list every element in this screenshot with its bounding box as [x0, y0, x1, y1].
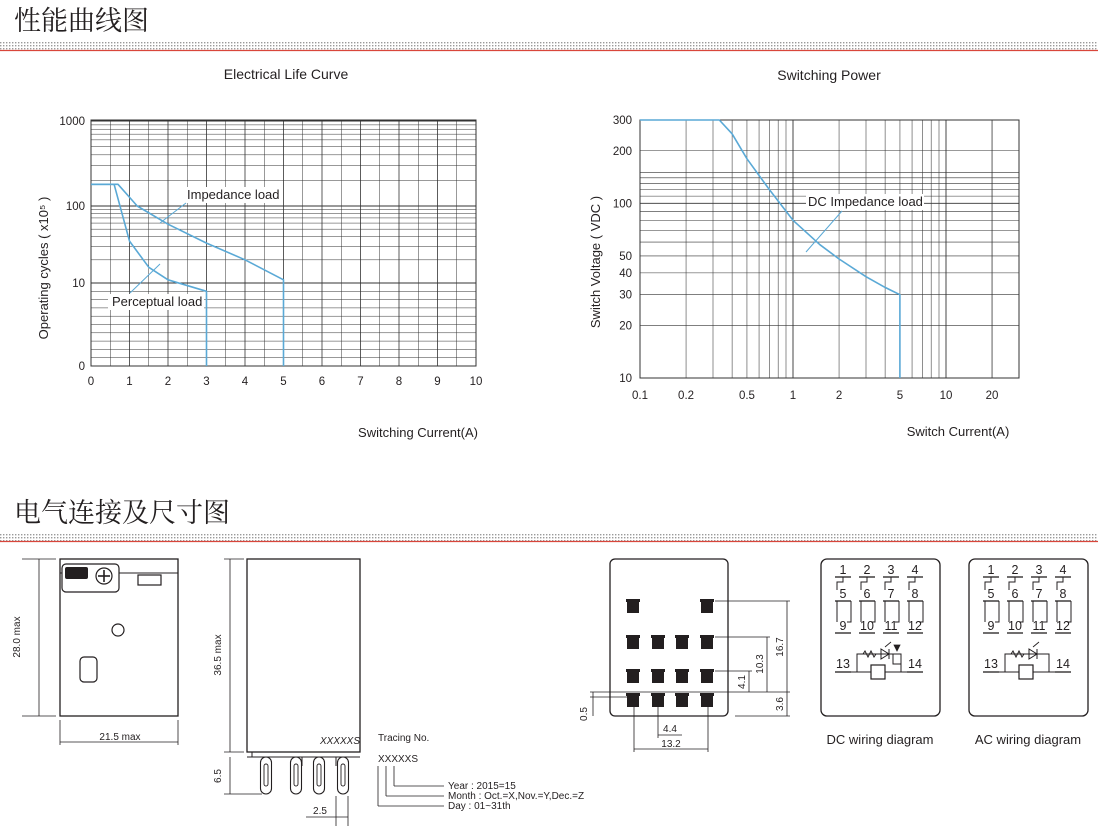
socket-terminal-number: 4 [630, 697, 636, 707]
x-tick-label: 1 [126, 376, 133, 388]
pin-number: 4 [911, 563, 919, 577]
pin-number: 8 [911, 587, 919, 601]
x-tick-label: 1 [789, 390, 797, 402]
chart1-ylabel: Operating cycles ( x10⁵ ) [36, 196, 51, 340]
annotation-dc: DC Impedance load [808, 194, 923, 209]
pin-number: 10 [1008, 619, 1022, 633]
pin-number: 4 [1059, 563, 1067, 577]
x-tick-label: 6 [318, 376, 326, 388]
pin-number: 3 [1035, 563, 1043, 577]
pin-number: 11 [1032, 619, 1046, 633]
y-tick-label: 100 [612, 198, 632, 211]
socket-terminal-cap [675, 693, 689, 696]
x-tick-label: 3 [203, 376, 210, 388]
socket-terminal-number: 2 [704, 697, 710, 707]
socket-terminal-cap [626, 599, 640, 602]
socket-terminal-number: 1 [655, 697, 661, 707]
x-tick-label: 10 [939, 390, 953, 402]
contact-link [995, 601, 999, 622]
relay-side-body [247, 559, 360, 752]
dotted-band [0, 42, 1098, 50]
annotation-impedance: Impedance load [187, 187, 280, 202]
socket-terminal-cap [626, 669, 640, 672]
pin-number: 2 [863, 563, 871, 577]
tracing-day: Day : 01~31th [448, 801, 511, 812]
pin-number: 2 [1011, 563, 1019, 577]
diode-icon [894, 645, 900, 651]
socket-pins [626, 599, 714, 707]
socket-terminal-cap [675, 669, 689, 672]
y-tick-label: 100 [65, 201, 85, 213]
x-tick-label: 4 [241, 376, 249, 388]
y-tick-label: 30 [619, 289, 632, 302]
socket-terminal-number: 3 [655, 673, 661, 683]
socket-terminal-cap [651, 693, 665, 696]
pin-number: 7 [887, 587, 895, 601]
y-tick-label: 1000 [59, 116, 85, 128]
switching-power-chart [588, 67, 1019, 439]
y-tick-label: 10 [619, 373, 632, 385]
x-tick-label: 10 [469, 376, 483, 388]
test-button-icon [65, 567, 88, 579]
dim-height: 28.0 max [12, 616, 23, 658]
x-tick-label: 0.5 [738, 390, 755, 402]
pin-number: 13 [836, 657, 850, 671]
dim-pin-pitch: 2.5 [313, 806, 327, 817]
ac-wiring-caption: AC wiring diagram [974, 732, 1082, 747]
led-light-icon [1033, 642, 1039, 647]
coil-symbol [871, 665, 885, 679]
relay-pin [314, 757, 325, 794]
dim-3-6: 3.6 [775, 697, 786, 711]
relay-pin [261, 757, 272, 794]
chart2-xlabel: Switch Current(A) [906, 424, 1010, 439]
x-tick-label: 2 [164, 376, 172, 388]
socket-terminal-cap [626, 693, 640, 696]
relay-front-view [22, 559, 178, 745]
y-tick-label: 40 [619, 267, 632, 280]
socket-terminal-number: 5 [630, 603, 636, 613]
y-tick-label: 20 [619, 320, 632, 333]
y-tick-label: 0 [78, 361, 85, 373]
dim-depth: 36.5 max [213, 634, 224, 676]
led-light-icon [885, 642, 891, 647]
tracing-year: Year : 2015=15 [448, 781, 516, 792]
socket-terminal-cap [700, 599, 714, 602]
pin-number: 12 [908, 619, 922, 633]
socket-terminal-number: 3 [679, 697, 685, 707]
x-tick-label: 7 [357, 376, 364, 388]
dim-4-1: 4.1 [737, 675, 748, 689]
socket-terminal-number: 4 [704, 639, 710, 649]
pin-number: 6 [1011, 587, 1019, 601]
pin-number: 11 [884, 619, 898, 633]
socket-terminal-number: 8 [704, 603, 710, 613]
socket-terminal-cap [700, 693, 714, 696]
section-title-wiring: 电气连接及尺寸图 [14, 498, 230, 529]
tracing-month: Month : Oct.=X,Nov.=Y,Dec.=Z [448, 791, 585, 802]
chart1-title: Electrical Life Curve [223, 66, 349, 82]
dotted-band [0, 533, 1098, 541]
y-tick-label: 200 [612, 145, 632, 158]
socket-terminal-number: 6 [704, 673, 710, 683]
pin-number: 8 [1059, 587, 1067, 601]
chart2-ticks [613, 115, 999, 402]
led-branch [857, 654, 901, 672]
socket-terminal-cap [700, 635, 714, 638]
y-tick-label: 50 [619, 250, 632, 263]
socket-terminal-number: 6 [630, 639, 636, 649]
socket-terminal-number: 1 [630, 673, 636, 683]
body-code: XXXXXS [320, 736, 361, 747]
ac-wiring-diagram [969, 559, 1088, 716]
dim-4-4: 4.4 [663, 724, 677, 735]
wiring-frame [969, 559, 1088, 716]
dim-16-7: 16.7 [775, 637, 786, 657]
chart2-grid [640, 120, 1019, 378]
electrical-life-chart [36, 66, 482, 440]
led-hole [112, 624, 124, 636]
pin-number: 13 [984, 657, 998, 671]
led-branch [1005, 654, 1049, 672]
dc-wiring-caption: DC wiring diagram [826, 732, 934, 747]
pin-number: 5 [839, 587, 847, 601]
dim-13-2: 13.2 [661, 739, 681, 750]
contact-link [847, 601, 851, 622]
socket-terminal-number: 7 [655, 639, 661, 649]
dim-10-3: 10.3 [755, 654, 766, 674]
pin-number: 10 [860, 619, 874, 633]
dim-0-5: 0.5 [579, 707, 590, 721]
pin-number: 14 [1056, 657, 1070, 671]
annotation-leader [806, 211, 842, 252]
tracing-code: XXXXXS [378, 754, 419, 765]
relay-side-view [224, 559, 444, 826]
chart2-series [640, 120, 900, 378]
chart2-ylabel: Switch Voltage ( VDC ) [588, 195, 603, 329]
pin-number: 9 [839, 619, 847, 633]
x-tick-label: 9 [434, 376, 441, 388]
pin-number: 5 [987, 587, 995, 601]
indicator-window [138, 575, 161, 585]
socket-terminal-cap [675, 635, 689, 638]
relay-pins [261, 757, 349, 794]
y-tick-label: 300 [612, 115, 632, 127]
dim-width: 21.5 max [99, 732, 141, 743]
x-tick-label: 0.1 [632, 390, 648, 402]
plot-frame [640, 120, 1019, 378]
dc-wiring-diagram [821, 559, 940, 716]
socket-terminal-number: 2 [679, 639, 685, 649]
section-title-curves: 性能曲线图 [14, 6, 149, 37]
pin-number: 3 [887, 563, 895, 577]
x-tick-label: 5 [896, 390, 904, 402]
socket-terminal-cap [651, 635, 665, 638]
label-slot [80, 657, 97, 682]
x-tick-label: 5 [280, 376, 287, 388]
dim-pin-length: 6.5 [213, 769, 224, 783]
pin-number: 14 [908, 657, 922, 671]
series-line-dc-impedance-load [640, 120, 900, 378]
relay-pin [291, 757, 302, 794]
pin-number: 1 [987, 563, 995, 577]
tracing-label: Tracing No. [378, 733, 430, 744]
chart1-ticks [59, 116, 482, 388]
chart1-xlabel: Switching Current(A) [358, 425, 478, 440]
pin-number: 6 [863, 587, 871, 601]
x-tick-label: 2 [835, 390, 843, 402]
pin-number: 1 [839, 563, 847, 577]
chart2-title: Switching Power [777, 67, 881, 83]
dc-diode-branch [893, 654, 901, 664]
socket-terminal-number: 2 [679, 673, 685, 683]
pin-number: 12 [1056, 619, 1070, 633]
socket-terminal-cap [651, 669, 665, 672]
annotation-perceptual: Perceptual load [112, 294, 203, 309]
wiring-frame [821, 559, 940, 716]
relay-pin [338, 757, 349, 794]
x-tick-label: 0 [87, 376, 95, 388]
x-tick-label: 8 [395, 376, 403, 388]
pin-number: 9 [987, 619, 995, 633]
y-tick-label: 10 [72, 278, 85, 290]
x-tick-label: 20 [985, 390, 999, 402]
x-tick-label: 0.2 [678, 390, 695, 402]
coil-symbol [1019, 665, 1033, 679]
annotation-leader [130, 264, 160, 293]
pin-number: 7 [1035, 587, 1043, 601]
socket-terminal-cap [626, 635, 640, 638]
socket-terminal-cap [700, 669, 714, 672]
